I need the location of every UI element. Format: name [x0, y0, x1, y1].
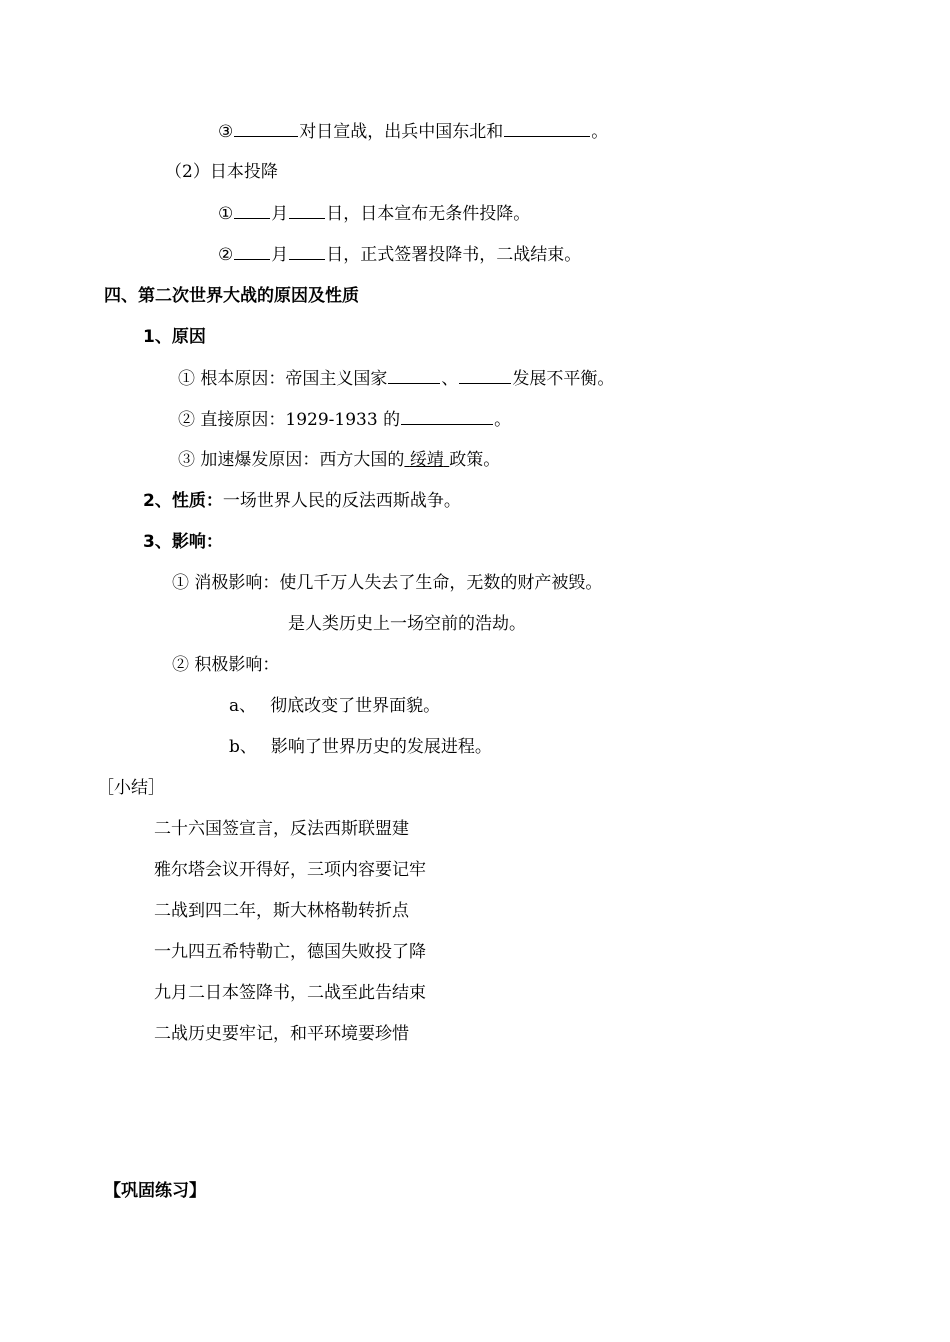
cause-accelerate [178, 449, 500, 471]
item-number: ② [218, 245, 234, 265]
filled-answer: 绥靖 [409, 450, 444, 470]
impact-positive: ② 积极影响： [172, 655, 280, 675]
item-text: 对日宣战，出兵中国东北和 [299, 122, 504, 142]
impact-positive-a [229, 695, 440, 717]
item-number: ① [218, 204, 234, 224]
item-text: ① 根本原因：帝国主义国家 [178, 369, 388, 389]
nature-heading: 2、性质： [143, 491, 223, 511]
list-marker: b、 [229, 737, 257, 757]
answer-blank[interactable] [234, 202, 270, 219]
summary-line: 二战到四二年，斯大林格勒转折点 [154, 901, 409, 921]
summary-line: 雅尔塔会议开得好，三项内容要记牢 [154, 860, 426, 880]
summary-line: 一九四五希特勒亡，德国失败投了降 [154, 942, 426, 962]
list-marker: a、 [229, 696, 257, 716]
summary-line: 九月二日本签降书，二战至此告结束 [154, 983, 426, 1003]
impact-positive-b [229, 736, 492, 758]
practice-heading: 【巩固练习】 [104, 1181, 206, 1201]
japan-surrender-item1 [218, 202, 530, 224]
item-text: 月 [271, 204, 289, 224]
answer-blank[interactable] [388, 367, 440, 384]
japan-surrender-item2 [218, 243, 581, 265]
summary-heading: ［小结］ [97, 778, 165, 798]
answer-blank[interactable] [234, 243, 270, 260]
impact-negative-line2: 是人类历史上一场空前的浩劫。 [288, 614, 526, 634]
war-end-item3 [218, 120, 608, 142]
nature-text: 一场世界人民的反法西斯战争。 [222, 491, 461, 511]
item-text: 政策。 [449, 450, 501, 470]
item-text: 。 [494, 410, 512, 430]
answer-blank[interactable] [289, 202, 325, 219]
summary-line: 二战历史要牢记，和平环境要珍惜 [154, 1024, 409, 1044]
item-text: 月 [271, 245, 289, 265]
item-text: 影响了世界历史的发展进程。 [270, 737, 492, 757]
cause-root [178, 367, 614, 389]
item-text: 发展不平衡。 [512, 369, 615, 389]
impact-heading: 3、影响： [143, 532, 223, 552]
answer-blank[interactable] [401, 408, 493, 425]
answer-blank[interactable] [459, 367, 511, 384]
item-text: ③ 加速爆发原因：西方大国的 [178, 450, 405, 470]
answer-blank[interactable] [234, 120, 298, 137]
impact-negative: ① 消极影响：使几千万人失去了生命，无数的财产被毁。 [172, 573, 603, 593]
item-text: ② 直接原因：1929-1933 的 [178, 410, 401, 430]
item-text: 日，日本宣布无条件投降。 [326, 204, 531, 224]
answer-blank[interactable] [289, 243, 325, 260]
cause-direct [178, 408, 511, 430]
japan-surrender-heading: （2）日本投降 [165, 162, 278, 182]
item-text: 、 [441, 369, 459, 389]
item-text: 。 [591, 122, 609, 142]
answer-blank[interactable] [504, 120, 590, 137]
summary-line: 二十六国签宣言，反法西斯联盟建 [154, 819, 409, 839]
section4-heading: 四、第二次世界大战的原因及性质 [104, 286, 359, 306]
causes-heading: 1、原因 [143, 327, 206, 347]
item-number: ③ [218, 122, 234, 142]
item-text: 彻底改变了世界面貌。 [270, 696, 441, 716]
nature-line [143, 490, 461, 512]
item-text: 日，正式签署投降书，二战结束。 [326, 245, 582, 265]
